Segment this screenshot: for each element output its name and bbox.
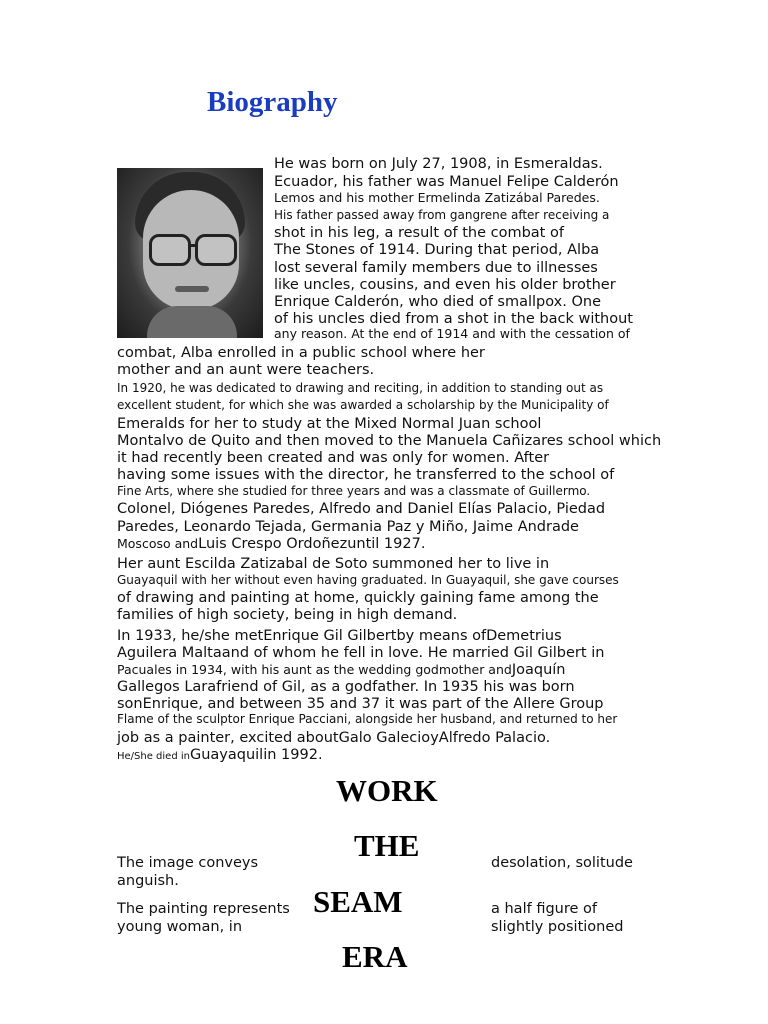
bio-line: He was born on July 27, 1908, in Esmeraldas. [274, 156, 603, 172]
left-col-text: young woman, in [117, 919, 243, 935]
bio-line: Flame of the sculptor Enrique Pacciani, alongside her husband, and returned to her [117, 712, 618, 726]
bio-line: Lemos and his mother Ermelinda Zatizábal Paredes. [274, 190, 600, 205]
bio-line: of his uncles died from a shot in the back without [274, 311, 633, 327]
bio-line: excellent student, for which she was awarded a scholarship by the Municipality of [117, 398, 609, 412]
right-col-text: a half figure of [491, 901, 597, 917]
bio-line: Aguilera Maltaand of whom he fell in love. He married Gil Gilbert in [117, 645, 605, 661]
bio-line: Fine Arts, where she studied for three years and was a classmate of Guillermo. [117, 484, 591, 498]
work-heading-word: SEAM [313, 884, 403, 919]
bio-line: it had recently been created and was only for women. After [117, 450, 550, 466]
work-heading-word: WORK [336, 773, 438, 808]
bio-line: Moscoso andLuis Crespo Ordoñezuntil 1927. [117, 536, 426, 552]
bio-line: Her aunt Escilda Zatizabal de Soto summoned her to live in [117, 556, 550, 572]
left-col-text: The image conveys [117, 855, 259, 871]
bio-line: lost several family members due to illnesses [274, 260, 598, 276]
bio-line: In 1933, he/she metEnrique Gil Gilbertby means ofDemetrius [117, 628, 562, 644]
right-col-text: slightly positioned [491, 919, 624, 935]
bio-line: Gallegos Larafriend of Gil, as a godfather. In 1935 his was born [117, 679, 575, 695]
left-col-text: The painting represents [117, 901, 290, 917]
work-heading-word: ERA [342, 939, 408, 974]
bio-line: shot in his leg, a result of the combat of [274, 225, 564, 241]
portrait-photo [117, 168, 263, 338]
work-heading-word: THE [354, 828, 420, 863]
bio-line: Colonel, Diógenes Paredes, Alfredo and Daniel Elías Palacio, Piedad [117, 501, 606, 517]
left-col-text: anguish. [117, 873, 179, 889]
bio-line: combat, Alba enrolled in a public school where her [117, 345, 485, 361]
bio-line: His father passed away from gangrene after receiving a [274, 208, 610, 222]
bio-line: mother and an aunt were teachers. [117, 362, 375, 378]
page-title: Biography [207, 86, 338, 118]
bio-line: Emeralds for her to study at the Mixed Normal Juan school [117, 416, 542, 432]
bio-line: Guayaquil with her without even having graduated. In Guayaquil, she gave courses [117, 573, 619, 587]
bio-line: like uncles, cousins, and even his older brother [274, 277, 616, 293]
bio-line: sonEnrique, and between 35 and 37 it was part of the Allere Group [117, 696, 604, 712]
right-col-text: desolation, solitude [491, 855, 633, 871]
bio-line: job as a painter, excited aboutGalo GalecioyAlfredo Palacio. [117, 730, 551, 746]
bio-line: Montalvo de Quito and then moved to the Manuela Cañizares school which [117, 433, 662, 449]
bio-line: of drawing and painting at home, quickly gaining fame among the [117, 590, 599, 606]
bio-line: Paredes, Leonardo Tejada, Germania Paz y Miño, Jaime Andrade [117, 519, 579, 535]
bio-line: Enrique Calderón, who died of smallpox. One [274, 294, 602, 310]
bio-line: Ecuador, his father was Manuel Felipe Calderón [274, 174, 619, 190]
bio-line: He/She died inGuayaquilin 1992. [117, 747, 323, 763]
bio-line: having some issues with the director, he transferred to the school of [117, 467, 615, 483]
bio-line: families of high society, being in high demand. [117, 607, 458, 623]
bio-line: any reason. At the end of 1914 and with the cessation of [274, 326, 630, 341]
bio-line: The Stones of 1914. During that period, Alba [274, 242, 600, 258]
bio-line: In 1920, he was dedicated to drawing and reciting, in addition to standing out as [117, 381, 604, 395]
bio-line: Pacuales in 1934, with his aunt as the wedding godmother andJoaquín [117, 662, 566, 678]
